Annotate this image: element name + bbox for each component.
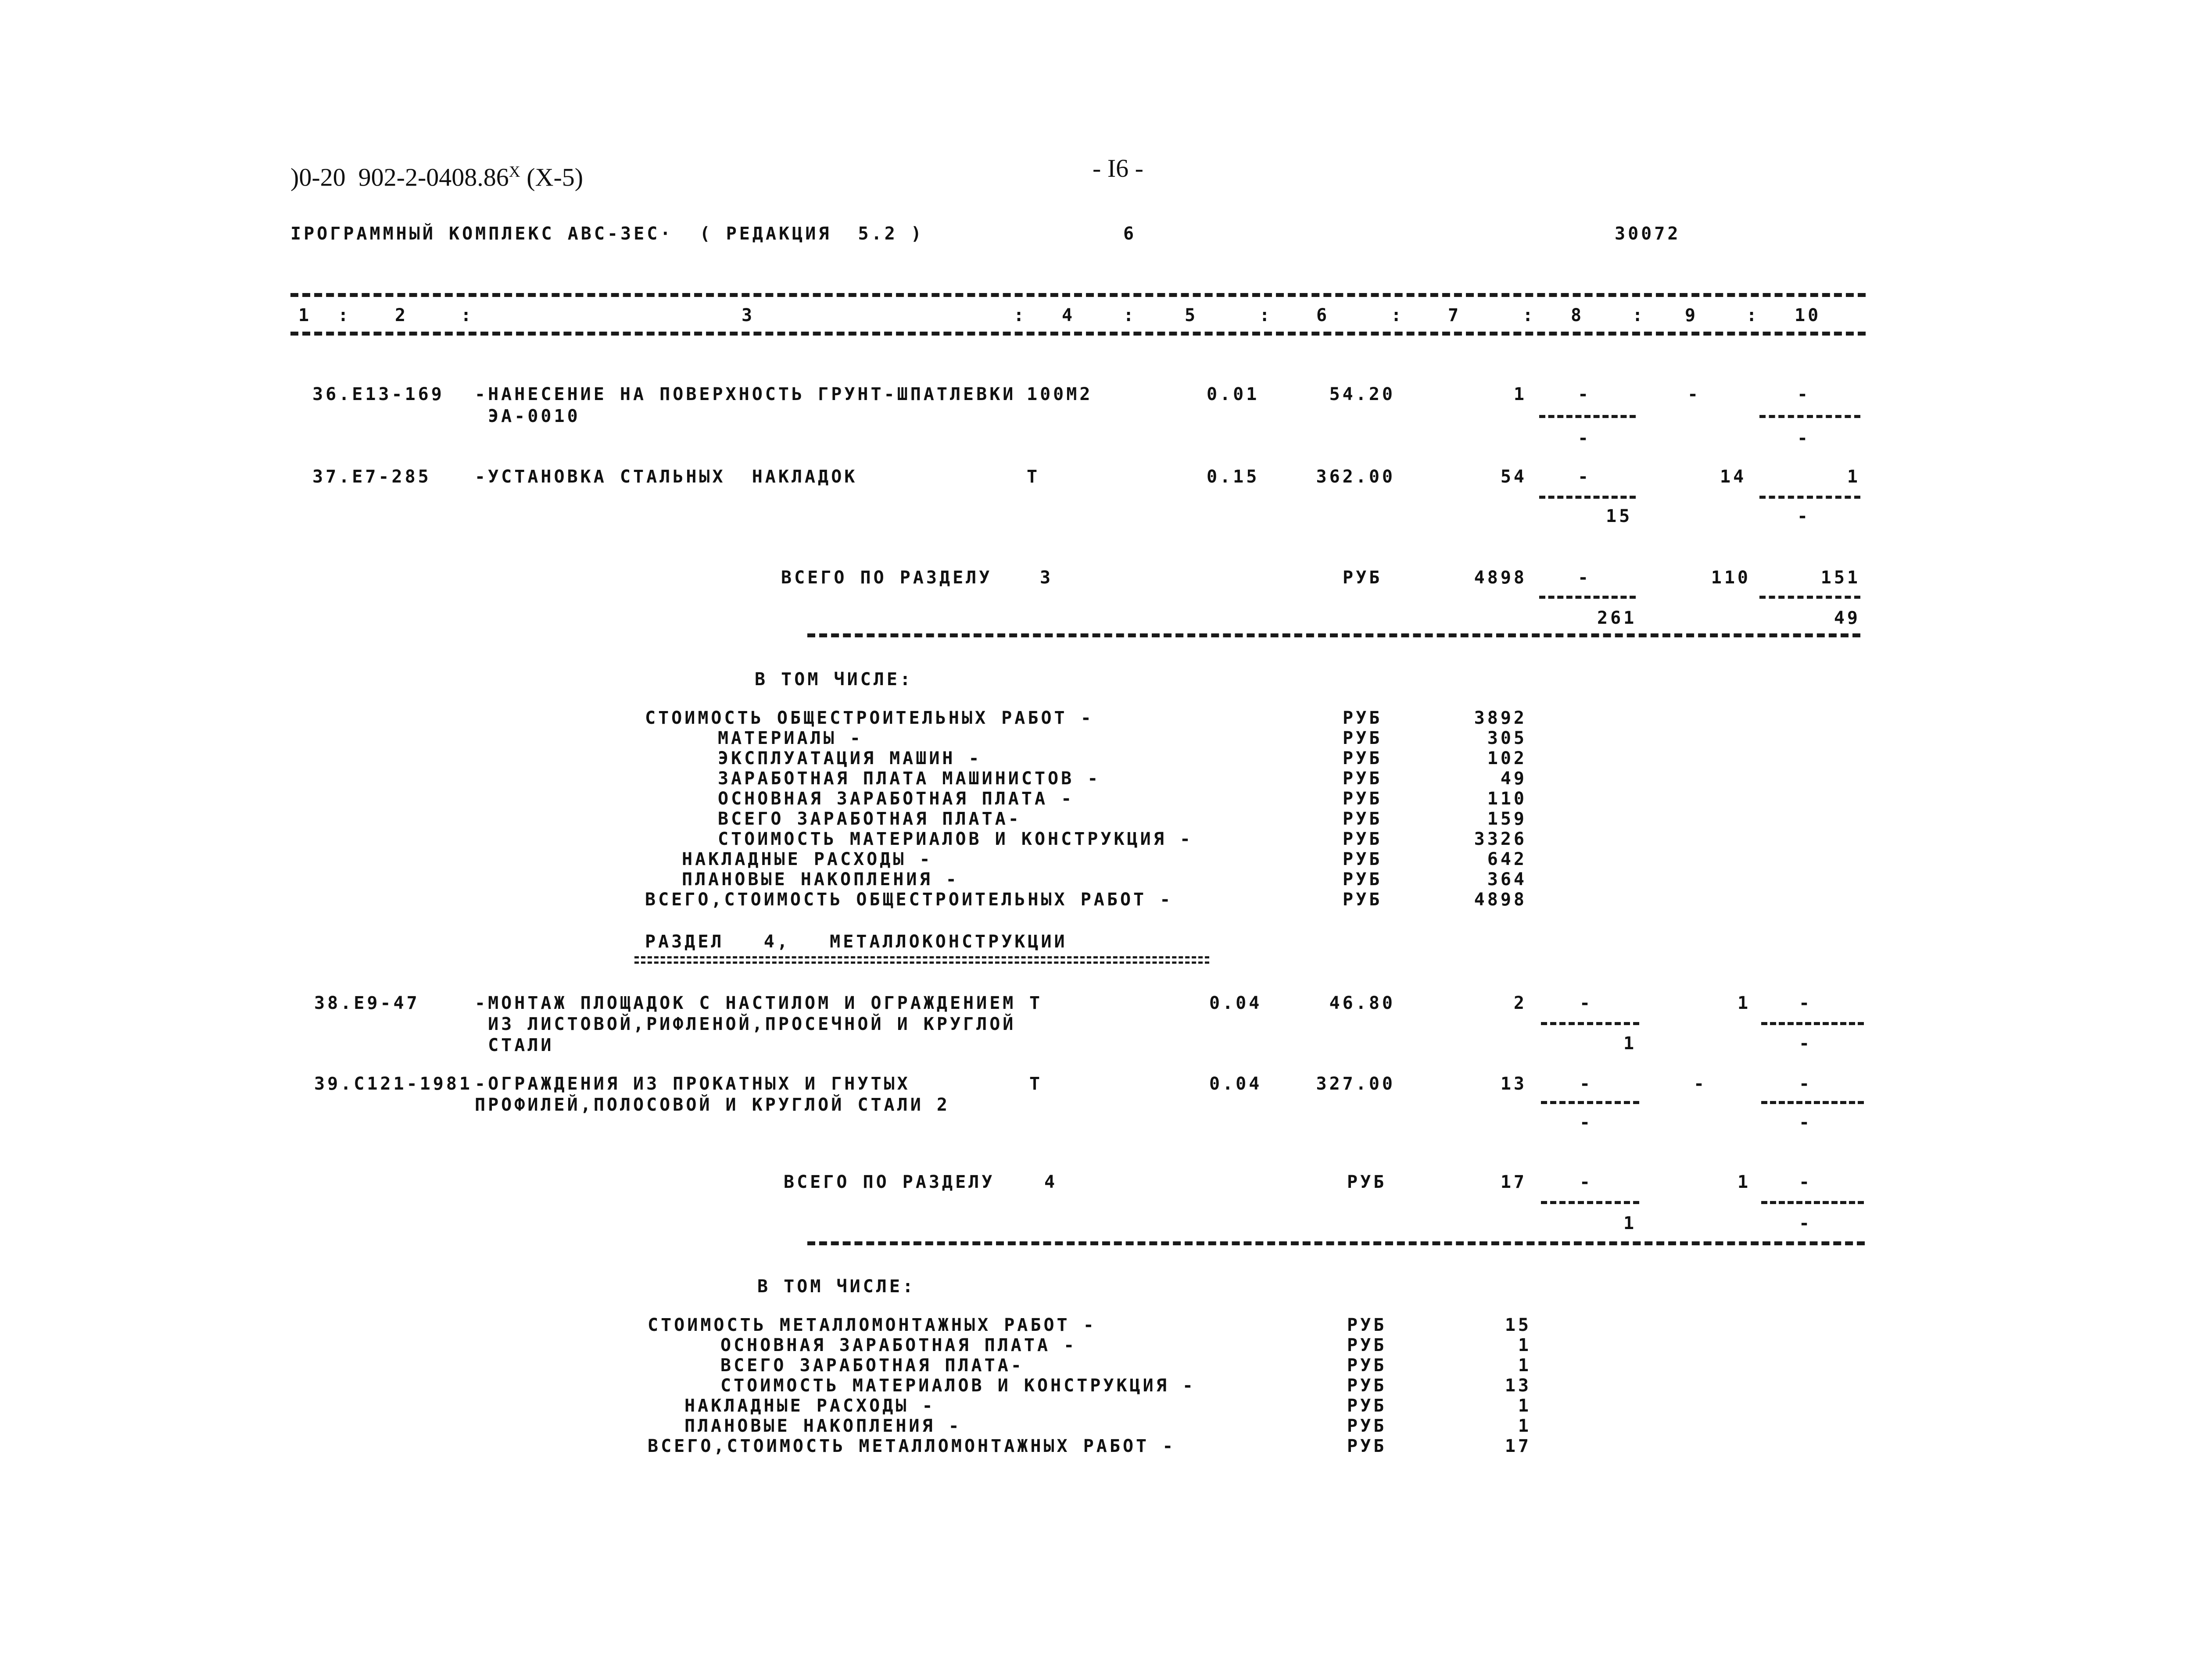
row-total: 13 <box>1500 1074 1527 1094</box>
fraction-rule <box>1759 496 1860 499</box>
row-total: 54 <box>1500 467 1527 487</box>
row-c10-bottom: - <box>1797 428 1811 448</box>
row-c9: - <box>1687 384 1701 404</box>
col-sep: : <box>1632 305 1646 325</box>
breakdown-unit: РУБ <box>1343 890 1383 910</box>
col-8: 8 <box>1571 305 1584 325</box>
row-qty: 0.01 <box>1207 384 1260 404</box>
col-sep: : <box>1259 305 1273 325</box>
col-6: 6 <box>1316 305 1330 325</box>
section-rule <box>807 633 1860 637</box>
row-c8-top: - <box>1580 1074 1593 1094</box>
row-code: 39.С121-1981 <box>314 1074 473 1094</box>
section-total-c9: 1 <box>1738 1172 1751 1192</box>
row-price: 327.00 <box>1316 1074 1395 1094</box>
fraction-rule <box>1761 1101 1864 1104</box>
fraction-rule <box>1761 1201 1864 1204</box>
breakdown-value: 49 <box>1500 769 1527 789</box>
col-3: 3 <box>742 305 755 325</box>
row-c10-top: - <box>1799 1074 1813 1094</box>
breakdown-unit: РУБ <box>1347 1436 1387 1456</box>
fraction-rule <box>1541 1022 1639 1025</box>
row-code: 36.Е13-169 <box>312 384 444 404</box>
program-line: ІРОГРАММНЫЙ КОМПЛЕКС АВС-ЗЕС· ( РЕДАКЦИЯ 5.2 ) <box>290 224 924 244</box>
breakdown-value: 17 <box>1505 1436 1531 1456</box>
fraction-rule <box>1539 415 1636 418</box>
row-desc: ПРОФИЛЕЙ,ПОЛОСОВОЙ И КРУГЛОЙ СТАЛИ 2 <box>475 1095 950 1115</box>
breakdown-value: 4898 <box>1474 890 1527 910</box>
breakdown-unit: РУБ <box>1347 1335 1387 1355</box>
breakdown-value: 1 <box>1518 1335 1531 1355</box>
breakdown-label: СТОИМОСТЬ МЕТАЛЛОМОНТАЖНЫХ РАБОТ - <box>648 1315 1096 1335</box>
col-sep: : <box>1523 305 1536 325</box>
col-1: 1 <box>298 305 312 325</box>
row-c10-bottom: - <box>1799 1033 1813 1054</box>
row-qty: 0.04 <box>1209 993 1262 1013</box>
row-desc: -НАНЕСЕНИЕ НА ПОВЕРХНОСТЬ ГРУНТ-ШПАТЛЕВКИ <box>475 384 1016 404</box>
breakdown-label: СТОИМОСТЬ ОБЩЕСТРОИТЕЛЬНЫХ РАБОТ - <box>645 708 1094 728</box>
document-code-superscript: X <box>509 163 520 180</box>
section-total-c10-top: - <box>1799 1172 1813 1192</box>
breakdown-value: 110 <box>1487 789 1527 809</box>
section-total-label: ВСЕГО ПО РАЗДЕЛУ <box>781 568 992 588</box>
section-total-number: 4 <box>1044 1172 1058 1192</box>
breakdown-unit: РУБ <box>1343 789 1383 809</box>
breakdown-value: 1 <box>1518 1355 1531 1376</box>
fraction-rule <box>1539 596 1636 599</box>
row-c8-top: - <box>1578 384 1591 404</box>
breakdown-value: 305 <box>1487 728 1527 748</box>
fraction-rule <box>1761 1022 1864 1025</box>
section-total-unit: РУБ <box>1343 568 1383 588</box>
row-desc: СТАЛИ <box>475 1035 554 1055</box>
breakdown-value: 102 <box>1487 748 1527 769</box>
col-10: 10 <box>1795 305 1821 325</box>
section-total-c10-top: 151 <box>1820 568 1860 588</box>
breakdown-label: ВСЕГО ЗАРАБОТНАЯ ПЛАТА- <box>720 1355 1024 1376</box>
section-total-value: 17 <box>1500 1172 1527 1192</box>
row-c9: 1 <box>1738 993 1751 1013</box>
col-5: 5 <box>1185 305 1198 325</box>
row-desc: -УСТАНОВКА СТАЛЬНЫХ НАКЛАДОК <box>475 467 858 487</box>
row-c8-bottom: - <box>1580 1112 1593 1133</box>
row-price: 362.00 <box>1316 467 1395 487</box>
section-total-label: ВСЕГО ПО РАЗДЕЛУ <box>784 1172 995 1192</box>
row-unit: Т <box>1029 1074 1043 1094</box>
col-4: 4 <box>1062 305 1075 325</box>
breakdown-label: НАКЛАДНЫЕ РАСХОДЫ - <box>682 849 933 869</box>
col-7: 7 <box>1448 305 1462 325</box>
breakdown-label: ВСЕГО ЗАРАБОТНАЯ ПЛАТА- <box>718 809 1021 829</box>
section-total-c8-top: - <box>1580 1172 1593 1192</box>
breakdown-value: 159 <box>1487 809 1527 829</box>
breakdown-label: ПЛАНОВЫЕ НАКОПЛЕНИЯ - <box>682 869 959 890</box>
section-total-c9: 110 <box>1711 568 1751 588</box>
breakdown-label: ЗАРАБОТНАЯ ПЛАТА МАШИНИСТОВ - <box>718 769 1101 789</box>
fraction-rule <box>1541 1101 1639 1104</box>
row-qty: 0.15 <box>1207 467 1260 487</box>
breakdown-value: 642 <box>1487 849 1527 869</box>
fraction-rule <box>1541 1201 1639 1204</box>
row-c9: - <box>1694 1074 1707 1094</box>
breakdown-label: ВСЕГО,СТОИМОСТЬ ОБЩЕСТРОИТЕЛЬНЫХ РАБОТ - <box>645 890 1173 910</box>
row-c10-top: - <box>1799 993 1813 1013</box>
breakdown-value: 1 <box>1518 1416 1531 1436</box>
breakdown-unit: РУБ <box>1343 728 1383 748</box>
breakdown-label: ОСНОВНАЯ ЗАРАБОТНАЯ ПЛАТА - <box>718 789 1075 809</box>
col-sep: : <box>1014 305 1027 325</box>
doc-number: 30072 <box>1615 224 1681 244</box>
col-sep: : <box>461 305 474 325</box>
breakdown-unit: РУБ <box>1347 1355 1387 1376</box>
section-total-value: 4898 <box>1474 568 1527 588</box>
row-c10-bottom: - <box>1799 1112 1813 1133</box>
col-sep: : <box>338 305 351 325</box>
breakdown-label: МАТЕРИАЛЫ - <box>718 728 863 748</box>
col-2: 2 <box>395 305 408 325</box>
breakdown-unit: РУБ <box>1343 809 1383 829</box>
breakdown-unit: РУБ <box>1347 1416 1387 1436</box>
section-total-number: 3 <box>1040 568 1053 588</box>
col-sep: : <box>1123 305 1137 325</box>
breakdown-label: ВСЕГО,СТОИМОСТЬ МЕТАЛЛОМОНТАЖНЫХ РАБОТ - <box>648 1436 1176 1456</box>
section-rule <box>807 1241 1865 1245</box>
breakdown-value: 3326 <box>1474 829 1527 849</box>
section-total-c8-bottom: 261 <box>1597 608 1637 628</box>
row-desc: ЭА-0010 <box>475 406 580 426</box>
row-total: 2 <box>1513 993 1527 1013</box>
breakdown-unit: РУБ <box>1343 829 1383 849</box>
breakdown-unit: РУБ <box>1347 1376 1387 1396</box>
row-c10-bottom: - <box>1797 506 1811 526</box>
row-unit: Т <box>1027 467 1040 487</box>
breakdown-label: СТОИМОСТЬ МАТЕРИАЛОВ И КОНСТРУКЦИЯ - <box>718 829 1193 849</box>
row-c10-top: 1 <box>1847 467 1860 487</box>
breakdown-label: ПЛАНОВЫЕ НАКОПЛЕНИЯ - <box>684 1416 962 1436</box>
breakdown-unit: РУБ <box>1343 769 1383 789</box>
breakdown-value: 3892 <box>1474 708 1527 728</box>
section-total-c10-bottom: - <box>1799 1213 1813 1233</box>
row-unit: Т <box>1029 993 1043 1013</box>
sheet-number: 6 <box>1123 224 1137 244</box>
breakdown-unit: РУБ <box>1343 849 1383 869</box>
row-c10-top: - <box>1797 384 1811 404</box>
section-total-unit: РУБ <box>1347 1172 1387 1192</box>
breakdown-unit: РУБ <box>1343 748 1383 769</box>
row-price: 46.80 <box>1329 993 1395 1013</box>
breakdown-unit: РУБ <box>1347 1396 1387 1416</box>
section-heading: РАЗДЕЛ 4, МЕТАЛЛОКОНСТРУКЦИИ <box>645 932 1068 952</box>
breakdown-label: СТОИМОСТЬ МАТЕРИАЛОВ И КОНСТРУКЦИЯ - <box>720 1376 1196 1396</box>
row-c8-bottom: 1 <box>1623 1033 1637 1054</box>
row-c8-bottom: - <box>1578 428 1591 448</box>
row-desc: -МОНТАЖ ПЛОЩАДОК С НАСТИЛОМ И ОГРАЖДЕНИЕМ <box>475 993 1016 1013</box>
col-sep: : <box>1391 305 1404 325</box>
breakdown-label: ОСНОВНАЯ ЗАРАБОТНАЯ ПЛАТА - <box>720 1335 1077 1355</box>
row-unit: 100М2 <box>1027 384 1093 404</box>
fraction-rule <box>1539 496 1636 499</box>
header-rule-top <box>290 293 1866 297</box>
row-desc: -ОГРАЖДЕНИЯ ИЗ ПРОКАТНЫХ И ГНУТЫХ <box>475 1074 910 1094</box>
fraction-rule <box>1759 415 1860 418</box>
col-9: 9 <box>1685 305 1698 325</box>
col-sep: : <box>1746 305 1760 325</box>
row-code: 37.Е7-285 <box>312 467 431 487</box>
row-c8-top: - <box>1580 993 1593 1013</box>
breakdown-unit: РУБ <box>1343 869 1383 890</box>
breakdown-unit: РУБ <box>1347 1315 1387 1335</box>
breakdown-value: 1 <box>1518 1396 1531 1416</box>
breakdown-label: ЭКСПЛУАТАЦИЯ МАШИН - <box>718 748 982 769</box>
section-total-c10-bottom: 49 <box>1834 608 1860 628</box>
row-c8-top: - <box>1578 467 1591 487</box>
section-heading-underline <box>634 956 1209 964</box>
section-total-c8-top: - <box>1578 568 1591 588</box>
row-price: 54.20 <box>1329 384 1395 404</box>
row-c9: 14 <box>1720 467 1747 487</box>
breakdown-heading: В ТОМ ЧИСЛЕ: <box>757 1276 916 1297</box>
row-total: 1 <box>1513 384 1527 404</box>
breakdown-label: НАКЛАДНЫЕ РАСХОДЫ - <box>684 1396 935 1416</box>
page-number: - I6 - <box>1093 154 1143 182</box>
row-c8-bottom: 15 <box>1606 506 1633 526</box>
breakdown-value: 13 <box>1505 1376 1531 1396</box>
header-rule-bottom <box>290 332 1866 336</box>
document-code: )0-20 $902-2-0408.86^X$ (X-5) <box>290 163 584 192</box>
breakdown-unit: РУБ <box>1343 708 1383 728</box>
breakdown-value: 364 <box>1487 869 1527 890</box>
row-qty: 0.04 <box>1209 1074 1262 1094</box>
row-desc: ИЗ ЛИСТОВОЙ,РИФЛЕНОЙ,ПРОСЕЧНОЙ И КРУГЛОЙ <box>475 1014 1016 1034</box>
fraction-rule <box>1759 596 1860 599</box>
row-code: 38.Е9-47 <box>314 993 420 1013</box>
breakdown-value: 15 <box>1505 1315 1531 1335</box>
breakdown-heading: В ТОМ ЧИСЛЕ: <box>755 669 913 690</box>
section-total-c8-bottom: 1 <box>1623 1213 1637 1233</box>
